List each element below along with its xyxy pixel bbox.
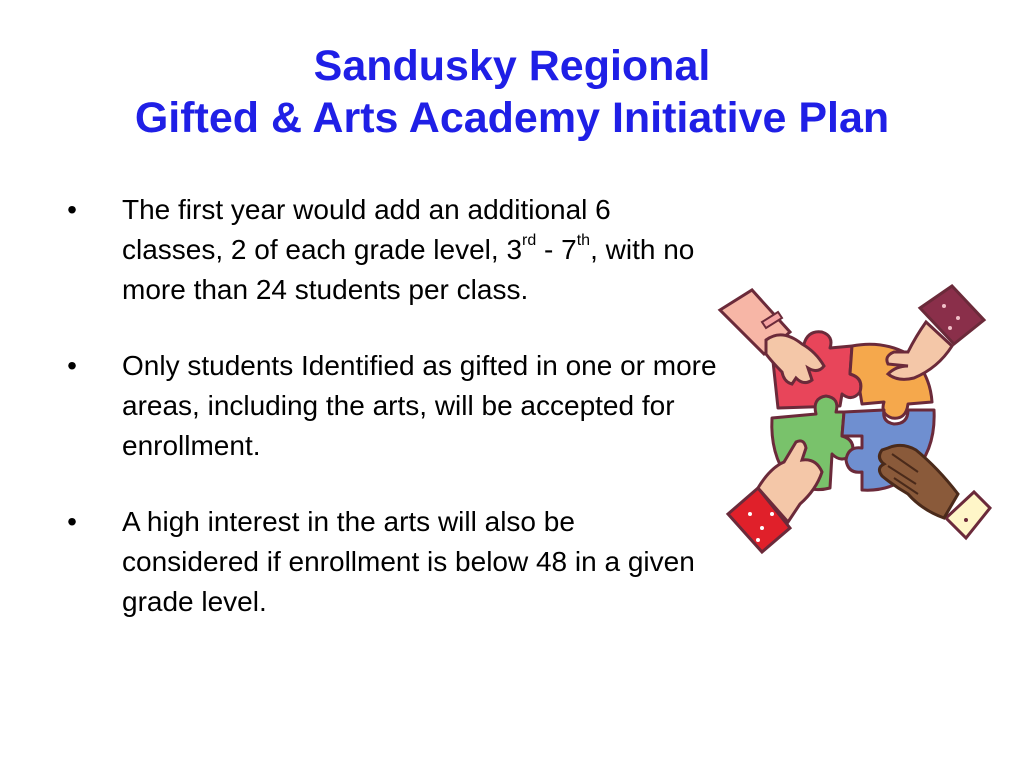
bullet-text: Only students Identified as gifted in one or more areas, including the arts, will be accepted for enrollment. <box>122 350 717 461</box>
hand-top-right <box>887 286 984 379</box>
list-item <box>58 502 718 622</box>
hand-bottom-right <box>879 445 990 538</box>
bullet-icon: • <box>67 350 77 381</box>
page-title <box>0 40 1024 144</box>
ordinal-suffix: th <box>576 231 591 249</box>
bullet-text-part: The first year would add an additional 6 classes, 2 of each grade level, 3 <box>122 194 611 265</box>
title-line-1: Sandusky Regional <box>313 42 711 90</box>
title-line-2: Gifted & Arts Academy Initiative Plan <box>134 94 890 142</box>
bullet-text: A high interest in the arts will also be considered if enrollment is below 48 in a given grade level. <box>122 506 695 617</box>
bullet-text-part: - 7 <box>536 234 577 265</box>
puzzle-hands-icon <box>712 282 992 560</box>
ordinal-suffix: rd <box>522 231 537 249</box>
bullet-list <box>58 190 718 658</box>
bullet-icon: • <box>67 194 77 225</box>
bullet-icon: • <box>67 506 77 537</box>
bullet-text-part: , with no more than 24 students per class. <box>122 234 695 305</box>
bullet-text <box>122 194 694 305</box>
list-item <box>58 346 718 466</box>
list-item <box>58 190 718 310</box>
